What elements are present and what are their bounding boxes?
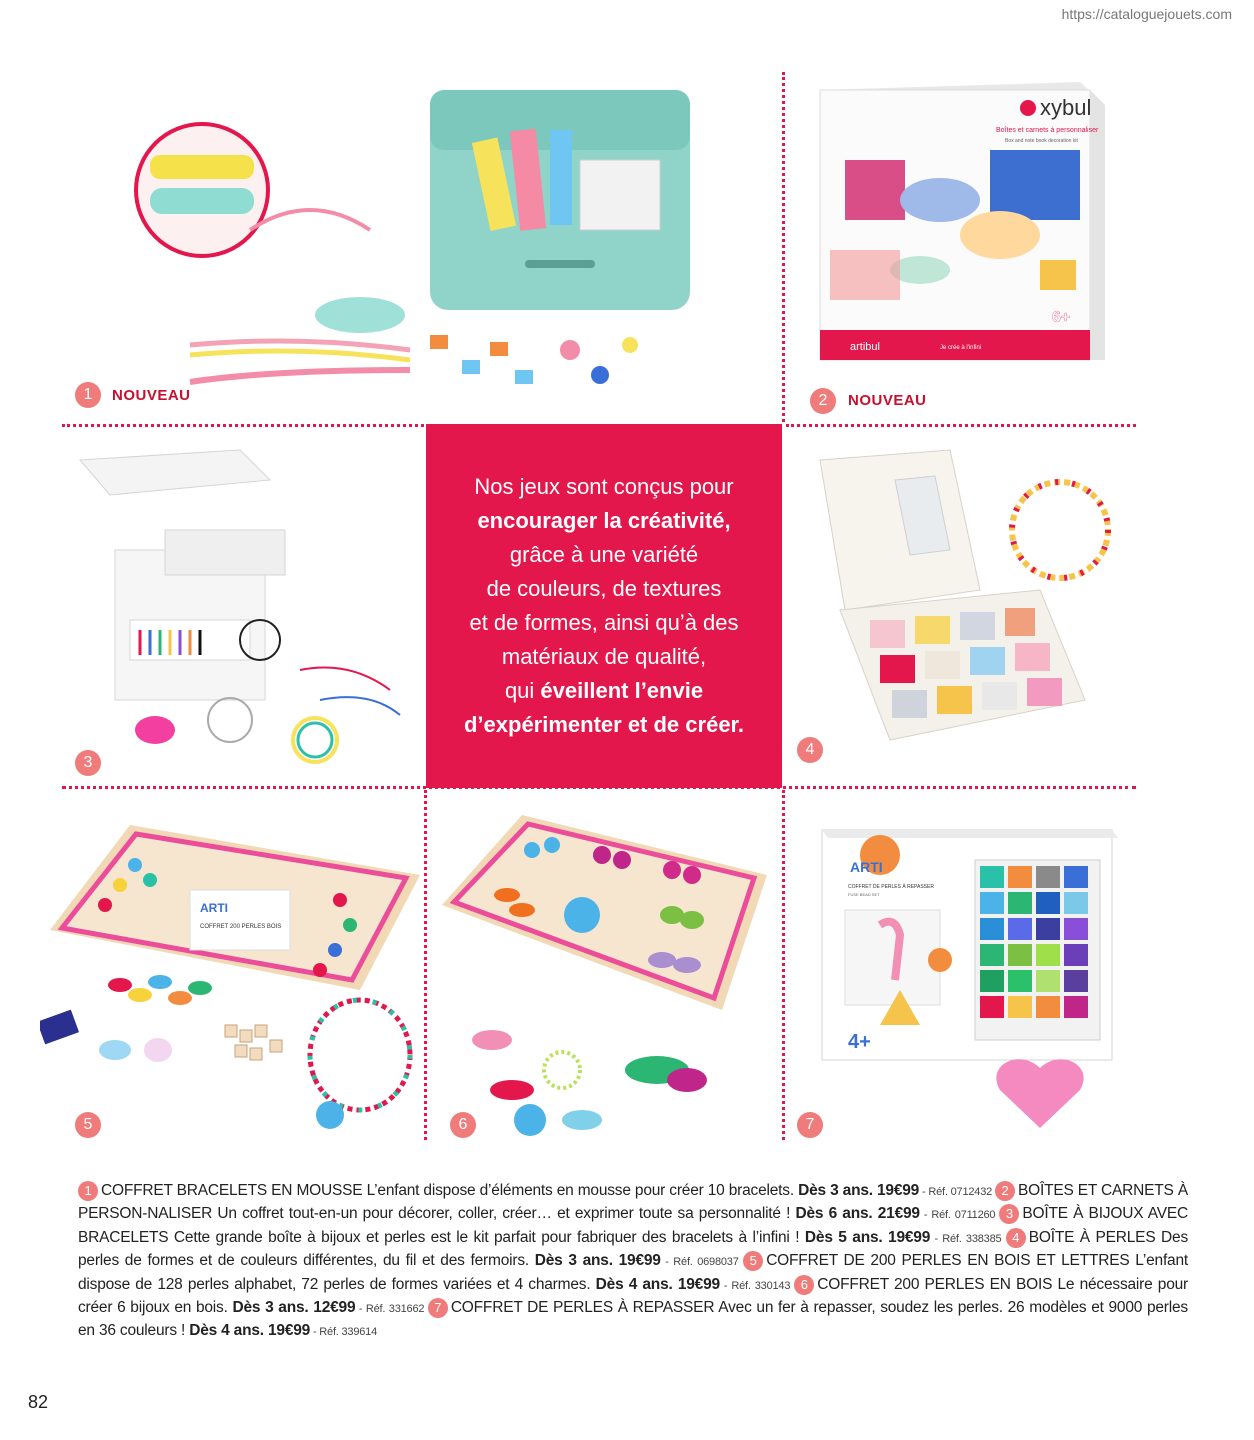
- promo-line-6: matériaux de qualité,: [501, 644, 707, 669]
- desc-7-num: 7: [428, 1298, 448, 1318]
- promo-line-2: encourager la créativité,: [477, 508, 731, 533]
- box-5-brand: ARTI: [200, 901, 228, 915]
- promo-line-1: Nos jeux sont conçus pour: [474, 474, 734, 499]
- desc-2-name: BOÎTES ET CARNETS À PERSON-NALISER: [78, 1182, 1188, 1223]
- desc-3-num: 3: [999, 1204, 1019, 1224]
- desc-2-ref: - Réf. 0711260: [919, 1209, 1000, 1222]
- desc-3-ref: - Réf. 338385: [930, 1232, 1006, 1245]
- box-2-brand: xybul: [1040, 95, 1092, 120]
- divider-horizontal-1b: [786, 424, 1136, 427]
- promo-line-8: d’expérimenter et de créer.: [463, 712, 745, 737]
- product-7-image: [800, 810, 1130, 1140]
- desc-5-text: L’enfant dispose de 128 perles alphabet, 72 perles de formes variées et 4 charmes.: [78, 1252, 1188, 1293]
- promo-line-3: grâce à une variété: [509, 542, 699, 567]
- desc-6-text: Le nécessaire pour créer 6 bijoux en bois.: [78, 1275, 1188, 1317]
- desc-7-age-price: Dès 4 ans. 19€99: [189, 1322, 311, 1340]
- desc-4-text: Des perles de formes et de couleurs différentes, du fil et des fermoirs.: [78, 1228, 1188, 1270]
- desc-6-ref: - Réf. 331662: [355, 1303, 428, 1316]
- desc-5-num: 5: [743, 1251, 763, 1271]
- desc-2-num: 2: [995, 1181, 1015, 1201]
- product-4-badge: 4: [797, 737, 823, 763]
- page-number: 82: [28, 1392, 49, 1412]
- desc-1-age-price: Dès 3 ans. 19€99: [798, 1182, 920, 1199]
- box-5-title: COFFRET 200 PERLES BOIS: [200, 924, 282, 930]
- new-label-2: NOUVEAU: [848, 392, 927, 409]
- divider-vertical-mid: [424, 790, 427, 1140]
- product-6-image: [432, 810, 777, 1140]
- site-url[interactable]: https://cataloguejouets.com: [1061, 6, 1232, 22]
- desc-5-age-price: Dès 4 ans. 19€99: [595, 1275, 720, 1293]
- desc-6-name: COFFRET 200 PERLES EN BOIS: [817, 1275, 1053, 1293]
- divider-vertical-top: [782, 72, 785, 422]
- divider-vertical-mid2: [782, 790, 785, 1140]
- product-5-image: [40, 820, 420, 1140]
- desc-5-name: COFFRET DE 200 PERLES EN BOIS ET LETTRES: [766, 1252, 1130, 1270]
- product-7-badge: 7: [797, 1112, 823, 1138]
- divider-horizontal-1: [62, 424, 424, 427]
- box-7-brand: ARTI: [850, 859, 883, 875]
- box-2-subtitle: Box and note book decoration kit: [1005, 138, 1078, 144]
- product-5-badge: 5: [75, 1112, 101, 1138]
- box-2-age: 6+: [1052, 309, 1071, 326]
- desc-7-text: Avec un fer à repasser, soudez les perles. 26 modèles et 9000 perles en 36 couleurs !: [78, 1299, 1188, 1340]
- desc-3-text: Cette grande boîte à bijoux et perles est le kit parfait pour fabriquer des bracelets à l’infini !: [168, 1228, 805, 1246]
- desc-4-ref: - Réf. 0698037: [660, 1256, 744, 1269]
- desc-3-name: BOÎTE À BIJOUX AVEC BRACELETS: [78, 1205, 1189, 1246]
- product-3-image: [70, 440, 420, 780]
- desc-3-age-price: Dès 5 ans. 19€99: [804, 1228, 931, 1246]
- product-2-image: [800, 60, 1130, 390]
- product-descriptions: [78, 1180, 1188, 1344]
- desc-4-age-price: Dès 3 ans. 19€99: [534, 1252, 661, 1270]
- new-label-1: NOUVEAU: [112, 387, 191, 404]
- desc-1-ref: - Réf. 0712432: [919, 1186, 995, 1198]
- product-3-badge: 3: [75, 750, 101, 776]
- desc-1-text: L’enfant dispose d’éléments en mousse pour créer 10 bracelets.: [362, 1182, 799, 1199]
- box-2-footer-text: Je crée à l'infini: [940, 345, 982, 351]
- promo-line-4: de couleurs, de textures: [486, 576, 722, 601]
- desc-6-age-price: Dès 3 ans. 12€99: [232, 1299, 356, 1317]
- promo-box: [426, 424, 782, 788]
- product-1-badge: 1: [75, 382, 101, 408]
- desc-7-name: COFFRET DE PERLES À REPASSER: [450, 1299, 715, 1317]
- box-2-footer-brand: artibul: [850, 341, 880, 353]
- desc-2-age-price: Dès 6 ans. 21€99: [795, 1205, 920, 1223]
- desc-2-text: Un coffret tout-en-un pour décorer, coller, créer… et exprimer toute sa personnalité !: [212, 1205, 796, 1223]
- desc-6-num: 6: [794, 1275, 814, 1295]
- promo-line-5: et de formes, ainsi qu’à des: [469, 610, 739, 635]
- box-7-age: 4+: [848, 1031, 871, 1053]
- desc-5-ref: - Réf. 330143: [719, 1279, 795, 1292]
- box-7-title: COFFRET DE PERLES À REPASSER: [848, 884, 934, 890]
- desc-1-num: 1: [78, 1181, 98, 1201]
- desc-4-num: 4: [1006, 1228, 1026, 1248]
- product-2-badge: 2: [810, 388, 836, 414]
- product-1-image: [70, 70, 770, 420]
- product-6-badge: 6: [450, 1112, 476, 1138]
- box-2-title: Boîtes et carnets à personnaliser: [996, 127, 1099, 134]
- desc-4-name: BOÎTE À PERLES: [1028, 1228, 1156, 1246]
- product-4-image: [800, 440, 1130, 780]
- promo-line-7b: éveillent l’envie: [540, 678, 704, 703]
- desc-7-ref: - Réf. 339614: [310, 1326, 378, 1339]
- box-7-subtitle: FUSE BEAD SET: [848, 892, 880, 897]
- desc-1-name: COFFRET BRACELETS EN MOUSSE: [101, 1182, 363, 1199]
- promo-line-7a: qui: [504, 678, 541, 703]
